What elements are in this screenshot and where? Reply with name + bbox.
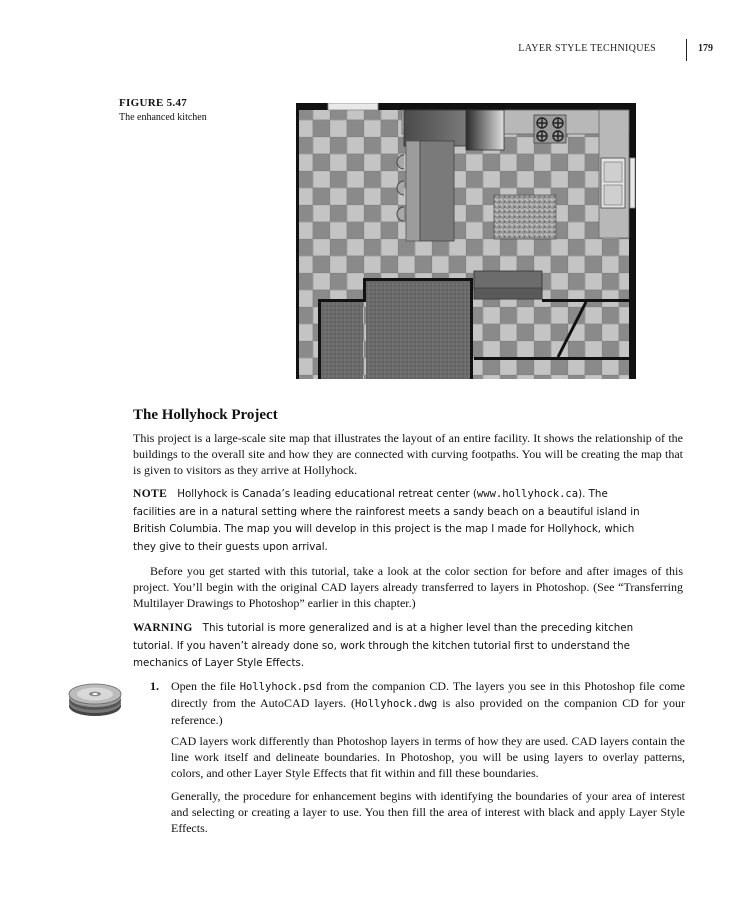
running-head-divider: [686, 39, 687, 61]
wall-interior-bottom: [474, 357, 636, 360]
note-text-1: Hollyhock is Canada’s leading educational retreat center (: [177, 488, 477, 500]
carpet-area: [321, 302, 363, 379]
figure-caption-text: The enhanced kitchen: [119, 112, 207, 123]
warning-text: This tutorial is more generalized and is at a higher level than the preceding kitchen tutorial. If you haven’t already done so, work through the kitchen tutorial first to understand the mechanics of Layer Style Effects.: [133, 622, 634, 669]
step-file-dwg: Hollyhock.dwg: [355, 698, 438, 710]
note-text-2: ). The facilities are in a natural setting where the rainforest meets a sandy beach on a beautiful island in British Columbia. The map you will develop in this project is the map I made for Hollyhock, which they give to their guests upon arrival.: [133, 488, 640, 553]
step-text-2: from the companion CD. The layers you see in this Photoshop file come directly from the AutoCAD layers. (: [171, 679, 685, 710]
sink: [601, 158, 625, 208]
figure-caption: [119, 97, 279, 123]
warning-label: WARNING: [133, 622, 193, 634]
wall-interior-left: [318, 301, 321, 379]
note-label: NOTE: [133, 488, 168, 500]
floorplan-svg: [296, 103, 636, 379]
cad-layers-paragraph: CAD layers work differently than Photoshop layers in terms of how they are used. CAD layers contain the line work itself and delineate boundaries. In Photoshop, you will be using layers to overlay patterns, colors, and other Layer Style Effects that fit within and fill these boundaries.: [171, 734, 685, 780]
window-right: [630, 158, 635, 208]
warning-callout: [133, 620, 653, 673]
note-callout: [133, 486, 653, 556]
section-heading: The Hollyhock Project: [133, 407, 278, 423]
step-text-3: is also provided on the companion CD for your reference.): [171, 696, 685, 727]
figure-label: FIGURE 5.47: [119, 97, 188, 109]
bar-counter: [420, 141, 454, 241]
generally-paragraph: Generally, the procedure for enhancement begins with identifying the boundaries of your area of interest and selecting or creating a layer to use. You then fill the area of interest with black and apply Layer Style Effects.: [171, 789, 685, 835]
step-1: [150, 678, 685, 728]
kitchen-floorplan-image: [296, 103, 636, 379]
note-url: www.hollyhock.ca: [476, 488, 579, 500]
intro-paragraph: This project is a large-scale site map that illustrates the layout of an entire facility. It shows the relationship of the buildings to the overall site and how they are connected with curving footpaths. You will be creating the map that is given to visitors as they arrive at Hollyhock.: [133, 431, 683, 477]
cd-stack-icon: [66, 672, 124, 720]
step-file-psd: Hollyhock.psd: [239, 681, 322, 693]
step-text-1: Open the file: [171, 679, 240, 693]
window-top: [328, 103, 378, 110]
wall-right: [629, 103, 636, 379]
stovetop: [534, 115, 566, 143]
wall-interior-mid: [470, 278, 473, 379]
wall-left: [296, 103, 299, 379]
bar-stools: [397, 155, 404, 221]
granite-island: [494, 195, 556, 239]
step-number: 1.: [150, 679, 159, 693]
before-paragraph: Before you get started with this tutorial, take a look at the color section for before and after images of this project. You’ll begin with the original CAD layers already transferred to layers in Photoshop. (See “Transferring Multilayer Drawings to Photoshop” earlier in this chapter.): [133, 564, 683, 610]
running-head-title: LAYER STYLE TECHNIQUES: [518, 43, 656, 54]
running-head: [520, 41, 720, 59]
bar-ledge: [406, 141, 420, 241]
refrigerator: [466, 110, 504, 150]
step-body: [171, 678, 685, 728]
page-number: 179: [698, 43, 713, 54]
